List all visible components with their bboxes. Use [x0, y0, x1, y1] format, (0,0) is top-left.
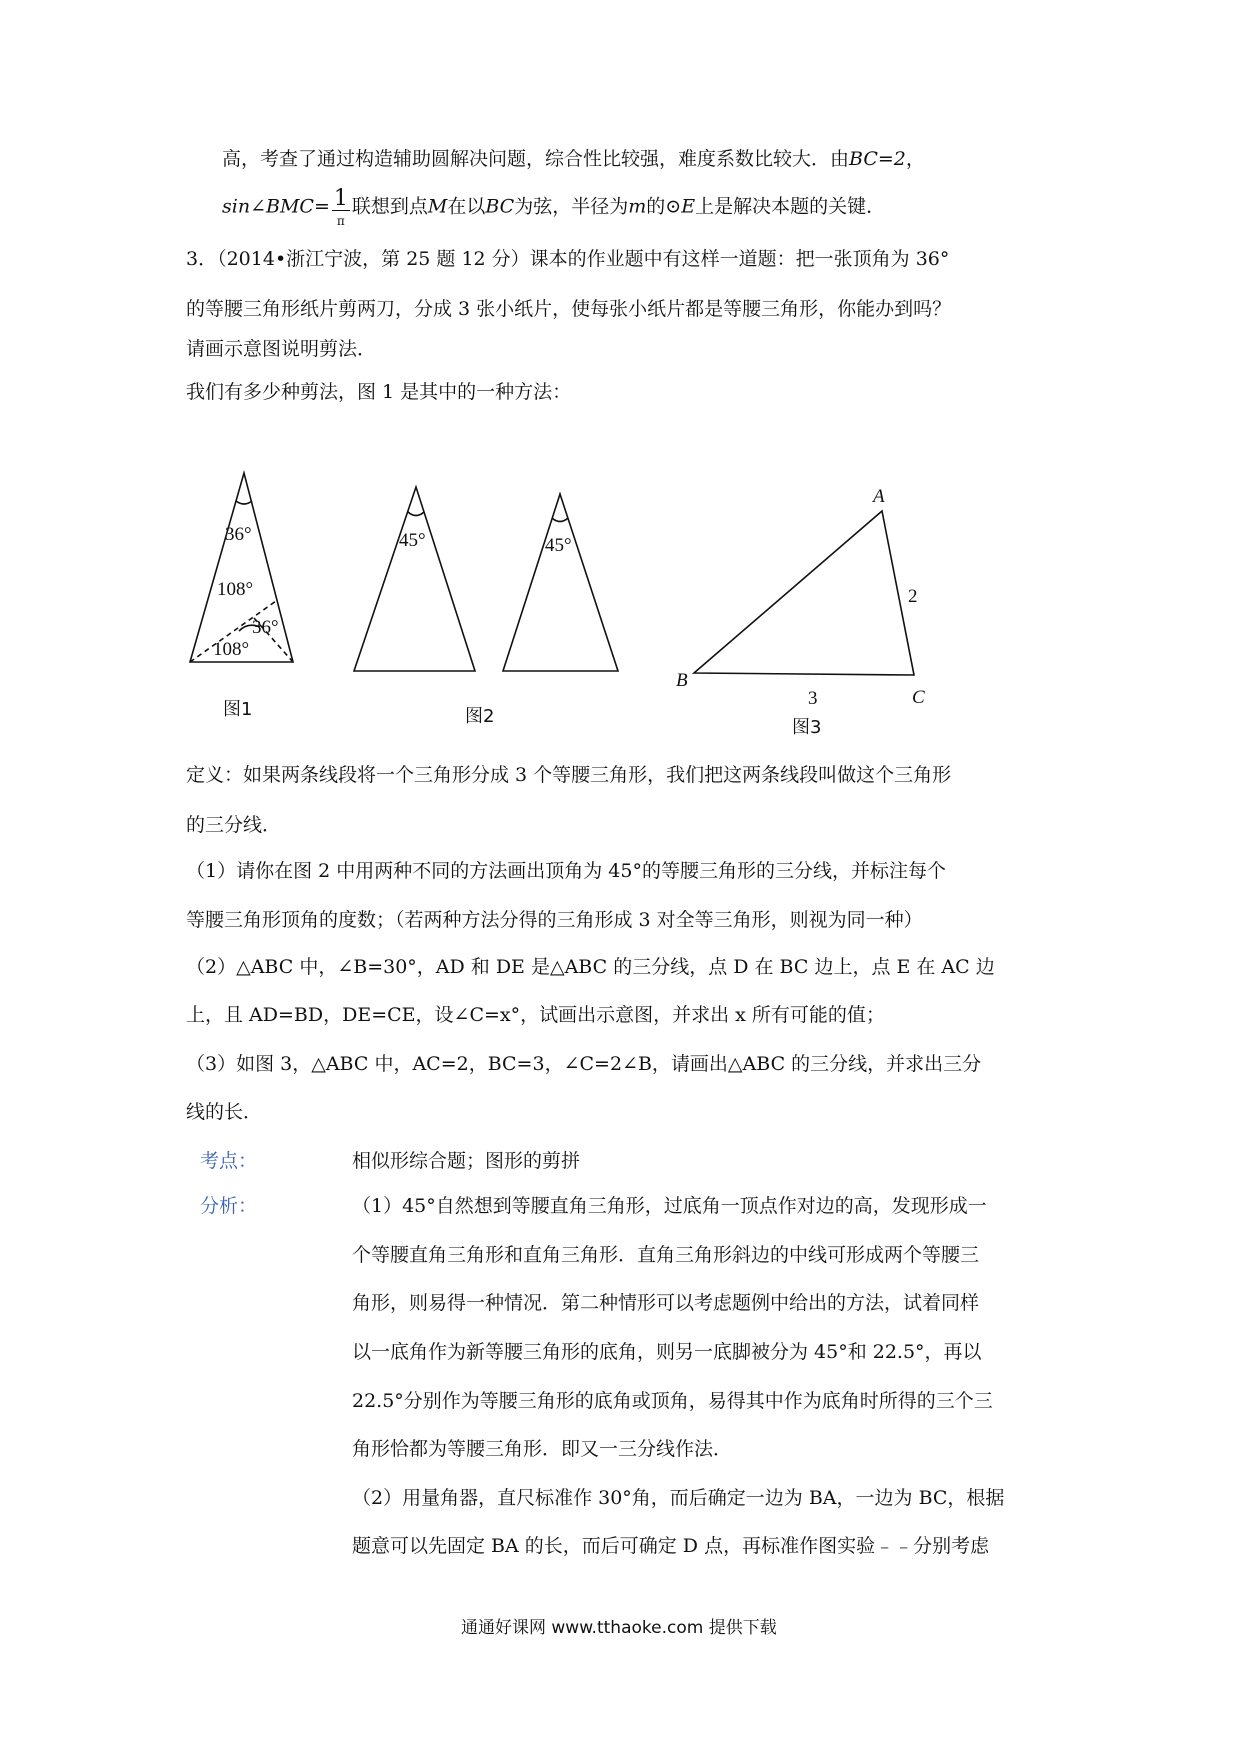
fig1-caption: 图1	[223, 699, 253, 720]
fraction-denominator: π	[336, 214, 345, 228]
analysis-line: 以一底角作为新等腰三角形的底角，则另一底脚被分为 45°和 22.5°，再以	[352, 1341, 982, 1363]
page-footer: 通通好课网 www.tthaoke.com 提供下载	[461, 1618, 777, 1638]
math-expression: BC=2	[849, 148, 906, 170]
text-segment: ，	[905, 148, 925, 170]
text-segment: 在以	[447, 195, 486, 218]
kaodian-text: 相似形综合题；图形的剪拼	[352, 1150, 581, 1172]
fig2-angle-label: 45°	[545, 535, 572, 556]
kaodian-label: 考点：	[200, 1150, 258, 1172]
fig1-angle-arc	[236, 501, 252, 504]
subquestion-line: 上，且 AD=BD，DE=CE，设∠C=x°，试画出示意图，并求出 x 所有可能的值；	[186, 1004, 885, 1026]
fenxi-label: 分析：	[200, 1195, 258, 1217]
subquestion-line: 等腰三角形顶角的度数；（若两种方法分得的三角形成 3 对全等三角形，则视为同一种）	[186, 909, 923, 931]
fig1-angle-label: 36°	[252, 617, 279, 638]
fig3-side-label: 2	[908, 586, 918, 607]
fraction-numerator: 1	[333, 186, 348, 211]
question-line: 请画示意图说明剪法．	[186, 338, 377, 360]
fig2-triangle	[503, 494, 618, 671]
text-segment: 上是解决本题的关键．	[695, 195, 886, 218]
figures-svg	[0, 0, 1240, 760]
fig3-triangle	[694, 511, 914, 675]
subquestion-line: （2）△ABC 中，∠B=30°，AD 和 DE 是△ABC 的三分线，点 D 在 BC 边上，点 E 在 AC 边	[186, 956, 995, 978]
definition-line: 的三分线．	[186, 814, 282, 836]
fig3-vertex-label: A	[873, 486, 885, 507]
subquestion-line: 线的长．	[186, 1101, 263, 1123]
subquestion-line: （3）如图 3，△ABC 中，AC=2，BC=3，∠C=2∠B，请画出△ABC 的三分线，并求出三分	[186, 1053, 982, 1075]
math-expression: m	[628, 195, 647, 218]
analysis-line: 角形恰都为等腰三角形．即又一三分线作法．	[352, 1438, 733, 1460]
fig3-caption: 图3	[792, 717, 822, 738]
analysis-line: 题意可以先固定 BA 的长，而后可确定 D 点，再标准作图实验﹣﹣分别考虑	[352, 1535, 990, 1557]
fig3-side-label: 3	[808, 688, 818, 709]
fig2-angle-arc	[552, 518, 568, 522]
question-line: 3．（2014•浙江宁波，第 25 题 12 分）课本的作业题中有这样一道题：把一张顶角为 36°	[186, 248, 950, 270]
math-expression: M	[427, 195, 448, 218]
text-segment: 为弦，半径为	[514, 195, 629, 218]
math-expression: sin∠BMC=	[222, 195, 330, 218]
analysis-line: 个等腰直角三角形和直角三角形．直角三角形斜边的中线可形成两个等腰三	[352, 1244, 980, 1266]
text-segment: 联想到点	[351, 195, 428, 218]
subquestion-line: （1）请你在图 2 中用两种不同的方法画出顶角为 45°的等腰三角形的三分线，并标注每个	[186, 860, 946, 882]
fig2-angle-arc	[408, 512, 424, 516]
fig2-caption: 图2	[465, 706, 495, 727]
text-segment: 的⊙	[646, 195, 682, 218]
fig2-angle-label: 45°	[399, 530, 426, 551]
math-expression: E	[681, 195, 696, 218]
fig1-angle-label: 36°	[225, 524, 252, 545]
analysis-line: （1）45°自然想到等腰直角三角形，过底角一顶点作对边的高，发现形成一	[352, 1195, 987, 1217]
analysis-line: 角形，则易得一种情况．第二种情形可以考虑题例中给出的方法，试着同样	[352, 1292, 980, 1314]
math-expression: BC	[485, 195, 515, 218]
question-line: 我们有多少种剪法，图 1 是其中的一种方法：	[186, 381, 572, 403]
fig3-vertex-label: C	[912, 687, 925, 708]
fig1-angle-label: 108°	[217, 579, 254, 600]
definition-line: 定义：如果两条线段将一个三角形分成 3 个等腰三角形，我们把这两条线段叫做这个三角形	[186, 764, 952, 786]
text-segment: 高，考查了通过构造辅助圆解决问题，综合性比较强，难度系数比较大．由	[222, 148, 850, 170]
analysis-line: 22.5°分别作为等腰三角形的底角或顶角，易得其中作为底角时所得的三个三	[352, 1390, 993, 1412]
fig1-angle-label: 108°	[213, 639, 250, 660]
fig3-vertex-label: B	[676, 670, 688, 691]
question-line: 的等腰三角形纸片剪两刀，分成 3 张小纸片，使每张小纸片都是等腰三角形，你能办到吗？	[186, 298, 952, 320]
analysis-line: （2）用量角器，直尺标准作 30°角，而后确定一边为 BA，一边为 BC，根据	[352, 1487, 1005, 1509]
